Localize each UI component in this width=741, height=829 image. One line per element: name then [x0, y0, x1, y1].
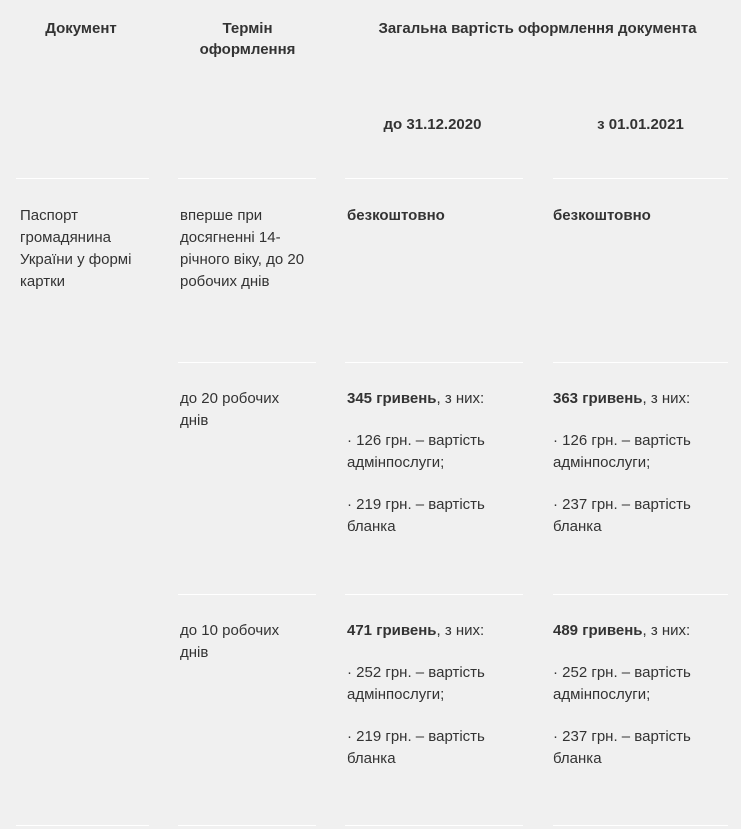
price: безкоштовно	[553, 207, 651, 224]
price: безкоштовно	[347, 207, 445, 224]
price-line	[553, 620, 728, 642]
divider	[345, 178, 523, 179]
row-3-term: до 10 робочих днів	[180, 622, 280, 661]
row-2-term: до 20 робочих днів	[180, 390, 280, 429]
row-1-term: вперше при досягненні 14-річного віку, до 20 робочих днів	[180, 207, 305, 290]
price: 489 гривень	[553, 622, 643, 639]
price-line	[553, 388, 728, 410]
header-term: Термін оформлення	[199, 20, 296, 58]
price: 471 гривень	[347, 622, 437, 639]
header-before-date: до 31.12.2020	[383, 116, 482, 133]
divider	[16, 178, 149, 179]
service-fee: · 252 грн. – вартість адмінпослуги;	[553, 664, 691, 703]
divider	[345, 594, 523, 595]
service-fee: · 252 грн. – вартість адмінпослуги;	[347, 664, 485, 703]
divider	[345, 362, 523, 363]
price: 363 гривень	[553, 390, 643, 407]
divider	[553, 178, 728, 179]
row-3-after-cost	[553, 620, 728, 770]
header-document: Документ	[45, 20, 117, 37]
divider	[16, 825, 149, 826]
price-line	[347, 620, 522, 642]
divider	[345, 825, 523, 826]
row-1-after-price	[553, 205, 723, 227]
service-fee: · 126 грн. – вартість адмінпослуги;	[347, 432, 485, 471]
row-1-before-price	[347, 205, 517, 227]
divider	[553, 362, 728, 363]
divider	[178, 178, 316, 179]
divider	[178, 594, 316, 595]
row-3-before-cost	[347, 620, 522, 770]
blank-fee: · 237 грн. – вартість бланка	[553, 496, 691, 535]
blank-fee: · 219 грн. – вартість бланка	[347, 496, 485, 535]
price-suffix: , з них:	[436, 622, 485, 639]
divider	[178, 825, 316, 826]
row-2-after-cost	[553, 388, 728, 538]
header-after-date: з 01.01.2021	[597, 116, 684, 133]
header-total-cost: Загальна вартість оформлення документа	[378, 20, 697, 37]
divider	[178, 362, 316, 363]
price: 345 гривень	[347, 390, 437, 407]
price-suffix: , з них:	[436, 390, 485, 407]
price-suffix: , з них:	[642, 390, 691, 407]
divider	[553, 825, 728, 826]
price-suffix: , з них:	[642, 622, 691, 639]
service-fee: · 126 грн. – вартість адмінпослуги;	[553, 432, 691, 471]
price-line	[347, 388, 522, 410]
divider	[553, 594, 728, 595]
document-name: Паспорт громадянина України у формі картки	[20, 207, 132, 290]
blank-fee: · 237 грн. – вартість бланка	[553, 728, 691, 767]
blank-fee: · 219 грн. – вартість бланка	[347, 728, 485, 767]
row-2-before-cost	[347, 388, 522, 538]
